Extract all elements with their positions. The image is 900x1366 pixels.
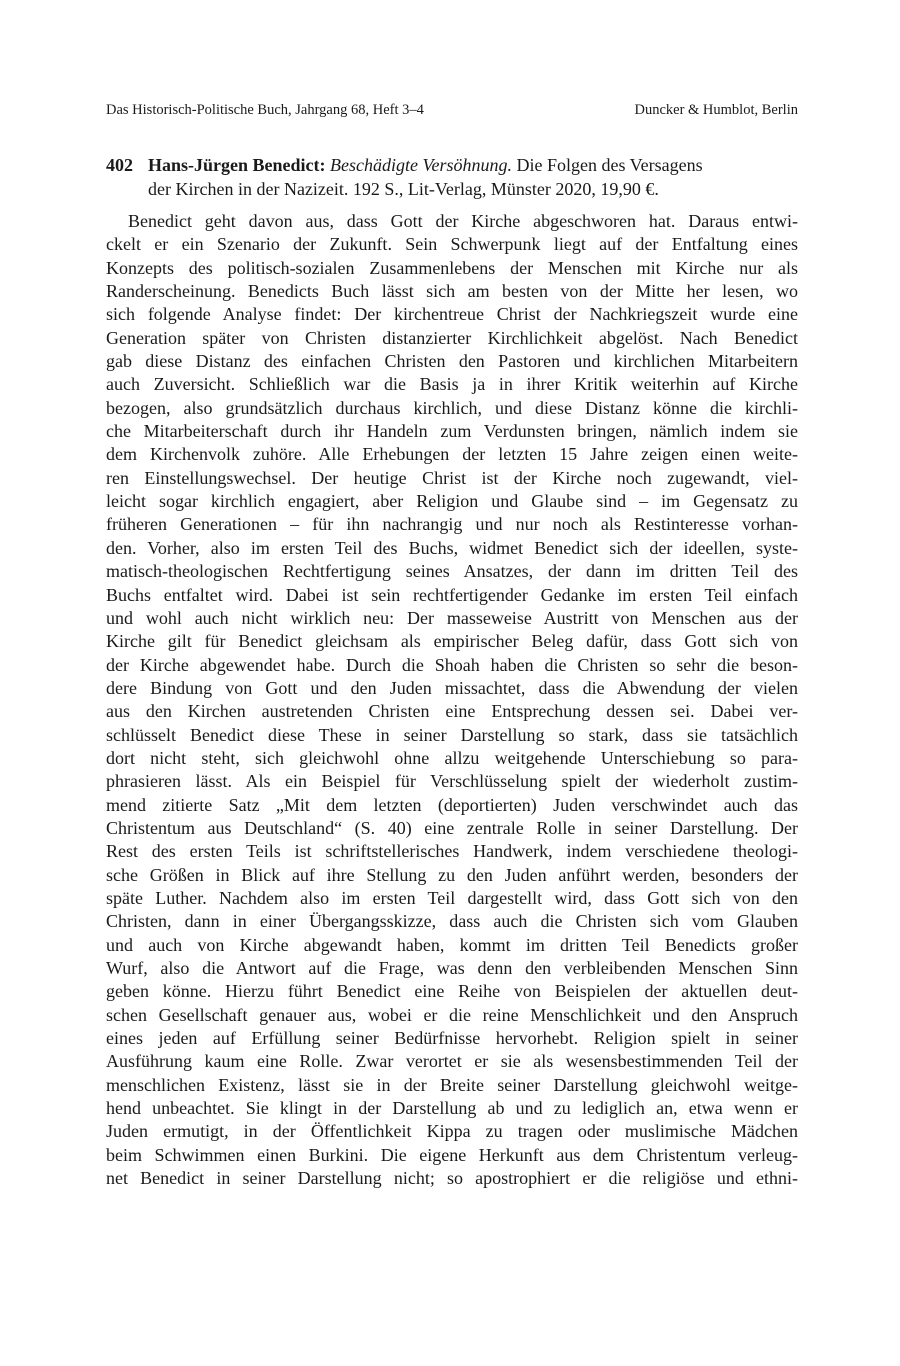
body-line: dort nicht steht, sich gleichwohl ohne allzu weitgehende Unterschiebung so para- [106,747,798,768]
body-line: geben könne. Hierzu führt Benedict eine Reihe von Beispielen der aktuellen deut- [106,981,798,1002]
body-line: leicht sogar kirchlich engagiert, aber Religion und Glaube sind – im Gegensatz zu [106,491,798,512]
body-line: Kirche gilt für Benedict gleichsam als empirischer Beleg dafür, dass Gott sich von [106,631,798,652]
body-line: der Kirche abgewendet habe. Durch die Shoah haben die Christen so sehr die beson- [106,654,798,675]
entry-bibliographic-details: der Kirchen in der Nazizeit. 192 S., Lit-Verlag, Münster 2020, 19,90 €. [148,179,659,199]
body-line: Rest des ersten Teils ist schriftstellerisches Handwerk, indem verschiedene theologi- [106,841,798,862]
body-line: Christen, dann in einer Übergangsskizze, dass auch die Christen sich vom Glauben [106,911,798,932]
body-line: phrasieren lässt. Als ein Beispiel für Verschlüsselung spielt der wiederholt zustim- [106,771,798,792]
body-line: Juden ermutigt, in der Öffentlichkeit Kippa zu tragen oder muslimische Mädchen [106,1121,798,1142]
body-line: schen Gesellschaft genauer aus, wobei er die reine Menschlichkeit und den Anspruch [106,1004,798,1025]
body-line: matisch-theologischen Rechtfertigung seines Ansatzes, der dann im dritten Teil des [106,561,798,582]
review-entry-heading [106,153,798,201]
body-line: dere Bindung von Gott und den Juden missachtet, dass die Abwendung der vielen [106,677,798,698]
body-line: auch Zuversicht. Schließlich war die Basis ja in ihrer Kritik weiterhin auf Kirche [106,374,798,395]
body-line: früheren Generationen – für ihn nachrangig und nur noch als Restinteresse vorhan- [106,514,798,535]
body-line: che Mitarbeiterschaft durch ihr Handeln zum Verdunsten bringen, nämlich indem sie [106,421,798,442]
document-page [106,0,798,1366]
body-line: mend zitierte Satz „Mit dem letzten (deportierten) Juden verschwindet auch das [106,794,798,815]
body-line: Konzepts des politisch-sozialen Zusammenlebens der Menschen mit Kirche nur als [106,257,798,278]
body-line: gab diese Distanz des einfachen Christen den Pastoren und kirchlichen Mitarbeitern [106,351,798,372]
body-line: net Benedict in seiner Darstellung nicht; so apostrophiert er die religiöse und ethni- [106,1168,798,1189]
body-line: Buchs entfaltet wird. Dabei ist sein rechtfertigender Gedanke im ersten Teil einfach [106,584,798,605]
body-line: bezogen, also grundsätzlich durchaus kirchlich, und diese Distanz könne die kirchli- [106,397,798,418]
entry-heading-line-1 [106,153,798,177]
body-line: Randerscheinung. Benedicts Buch lässt sich am besten von der Mitte her lesen, wo [106,281,798,302]
body-line: den. Vorher, also im ersten Teil des Buchs, widmet Benedict sich der ideellen, syste- [106,537,798,558]
entry-subtitle: Die Folgen des Versagens [516,155,703,175]
entry-title: Beschädigte Versöhnung. [330,155,512,175]
body-line: schlüsselt Benedict diese These in seiner Darstellung so stark, dass sie tatsächlich [106,724,798,745]
publisher: Duncker & Humblot, Berlin [634,102,798,118]
body-line: eines jeden auf Erfüllung seiner Bedürfnisse hervorhebt. Religion spielt in seiner [106,1028,798,1049]
body-line: dem Kirchenvolk zuhöre. Alle Erhebungen der letzten 15 Jahre zeigen einen weite- [106,444,798,465]
body-line: ren Einstellungswechsel. Der heutige Christ ist der Kirche noch zugewandt, viel- [106,467,798,488]
body-line: sche Größen in Blick auf ihre Stellung zu den Juden anführt werden, besonders der [106,864,798,885]
body-line: späte Luther. Nachdem also im ersten Teil dargestellt wird, dass Gott sich von den [106,887,798,908]
entry-author: Hans-Jürgen Benedict: [148,155,326,175]
body-line: und wohl auch nicht wirklich neu: Der masseweise Austritt von Menschen aus der [106,607,798,628]
body-line: aus den Kirchen austretenden Christen eine Entsprechung dessen sei. Dabei ver- [106,701,798,722]
body-line: Christentum aus Deutschland“ (S. 40) eine zentrale Rolle in seiner Darstellung. Der [106,817,798,838]
body-line: beim Schwimmen einen Burkini. Die eigene Herkunft aus dem Christentum verleug- [106,1144,798,1165]
running-head [106,100,798,120]
body-line: ckelt er ein Szenario der Zukunft. Sein Schwerpunk liegt auf der Entfaltung eines [106,234,798,255]
body-line: und auch von Kirche abgewandt haben, kommt im dritten Teil Benedicts großer [106,934,798,955]
body-line: Ausführung kaum eine Rolle. Zwar verortet er sie als wesensbestimmenden Teil der [106,1051,798,1072]
body-line: Generation später von Christen distanzierter Kirchlichkeit abgelöst. Nach Benedict [106,327,798,348]
body-line: Wurf, also die Antwort auf die Frage, was denn den verbleibenden Menschen Sinn [106,958,798,978]
body-line: hend unbeachtet. Sie klingt in der Darstellung ab und zu lediglich an, etwa wenn er [106,1098,798,1119]
body-line: menschlichen Existenz, lässt sie in der Breite seiner Darstellung gleichwohl weitge- [106,1074,798,1095]
journal-title: Das Historisch-Politische Buch, Jahrgang 68, Heft 3–4 [106,102,424,118]
entry-number: 402 [106,155,133,175]
body-line: sich folgende Analyse findet: Der kirchentreue Christ der Nachkriegszeit wurde eine [106,304,798,325]
body-line: Benedict geht davon aus, dass Gott der Kirche abgeschworen hat. Daraus entwi- [128,211,798,231]
review-body [106,210,798,1190]
